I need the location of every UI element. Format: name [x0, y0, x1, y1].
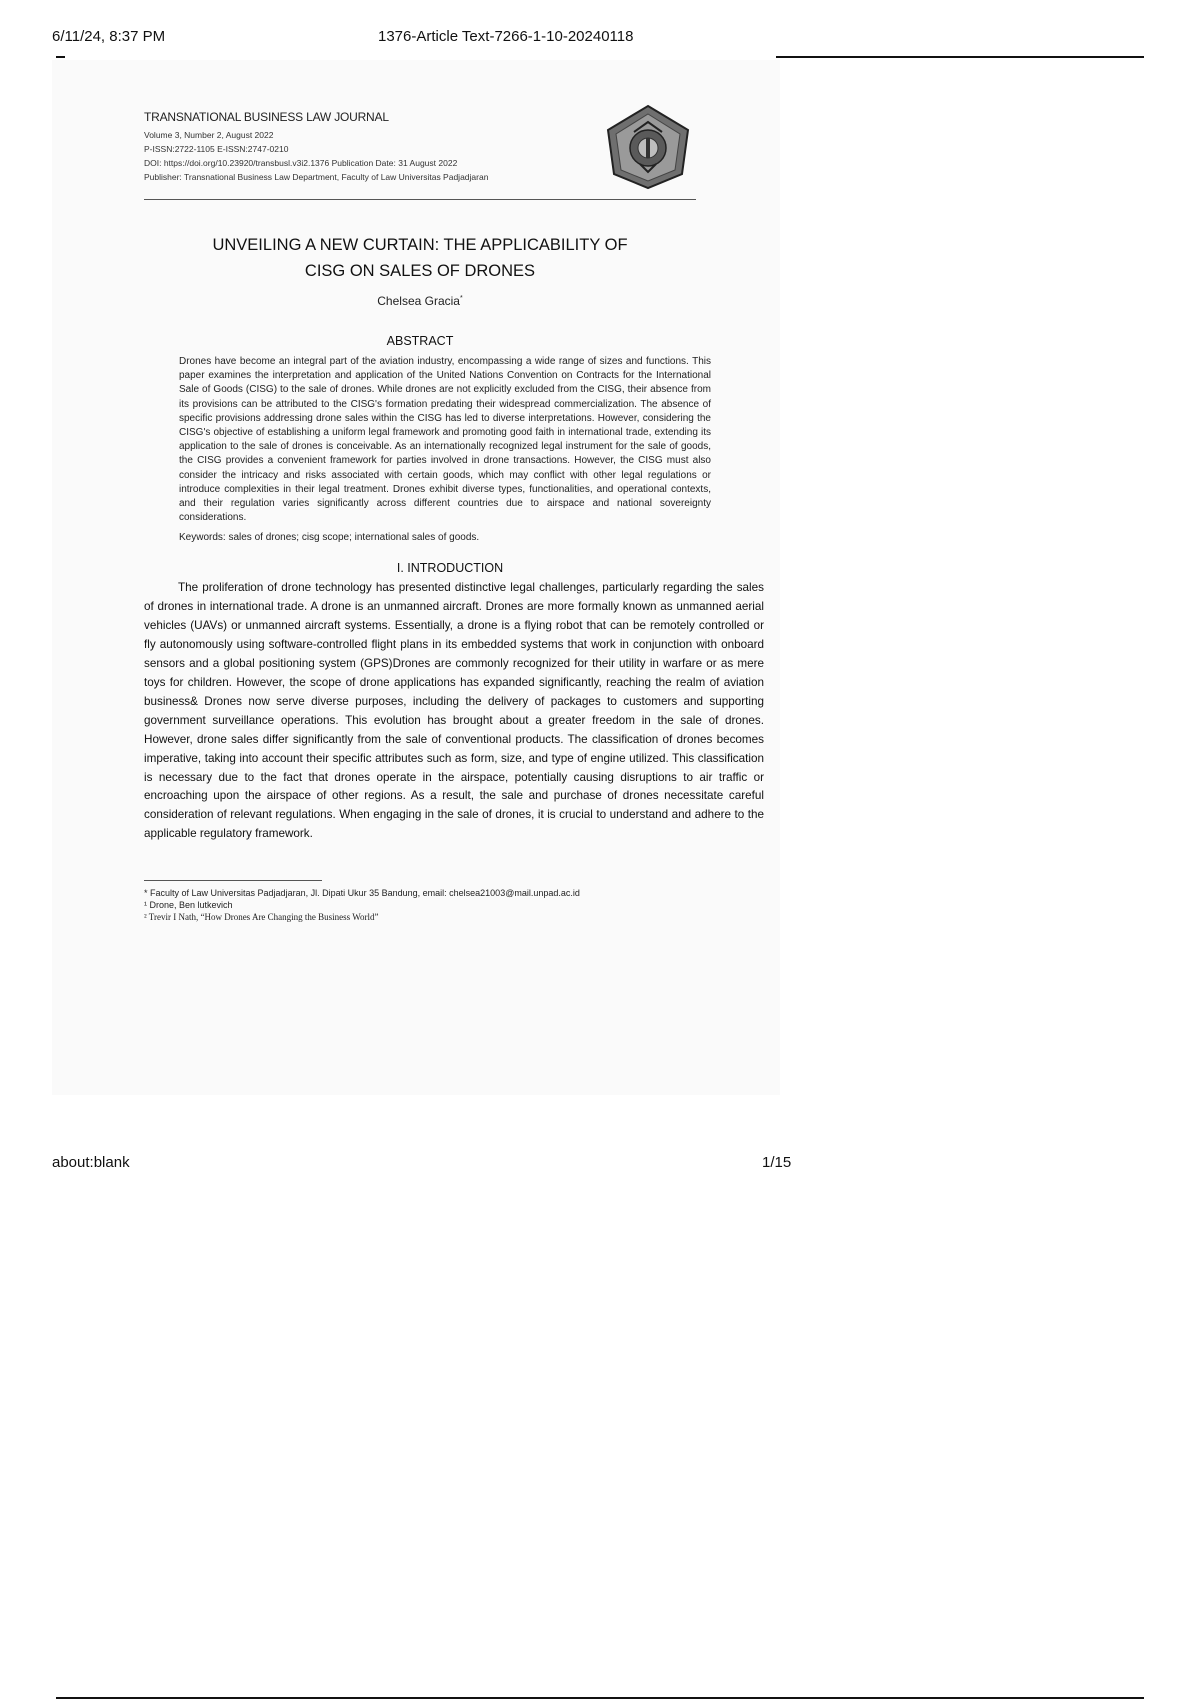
page-corner-mark [56, 56, 65, 58]
journal-header-rule [144, 199, 696, 200]
footnotes [144, 887, 762, 923]
print-document-title: 1376-Article Text-7266-1-10-20240118 [378, 28, 634, 45]
print-footer-url: about:blank [52, 1154, 130, 1171]
header-rule [776, 56, 1144, 58]
journal-doi: DOI: https://doi.org/10.23920/transbusl.v3i2.1376 Publication Date: 31 August 2022 [144, 158, 458, 168]
footnote-1: ¹ Drone, Ben lutkevich [144, 900, 233, 911]
abstract-text: Drones have become an integral part of the aviation industry, encompassing a wide range of sizes and functions. This paper examines the interpretation and application of the United Nations Convention on Contracts for the International Sale of Goods (CISG) to the sale of drones. While drones are not explicitly excluded from the CISG, their absence from its provisions can be attributed to the CISG's formation predating their widespread commercialization. The absence of specific provisions addressing drone sales within the CISG has led to diverse interpretations. However, considering the CISG's objective of establishing a uniform legal framework and promoting good faith in international trade, extending its application to the sale of drones is conceivable. As an internationally recognized legal instrument for the sale of goods, the CISG provides a convenient framework for parties involved in drone transactions. However, the CISG must also consider the intricacy and risks associated with certain goods, which may conflict with other legal regulations or introduce complexities in their legal treatment. Drones exhibit diverse types, functionalities, and operational contexts, and their regulation varies significantly across different countries due to airspace and national sovereignty considerations. [179, 356, 711, 524]
footnote-separator [144, 880, 322, 881]
author-footnote-mark: * [459, 295, 463, 302]
bottom-rule [56, 1697, 1144, 1699]
university-seal-icon [604, 102, 692, 192]
print-datetime: 6/11/24, 8:37 PM [52, 28, 166, 45]
author-name: Chelsea Gracia [377, 294, 460, 308]
footnote-affiliation: * Faculty of Law Universitas Padjadjaran, Jl. Dipati Ukur 35 Bandung, email: chelsea21003@mail.unpad.ac.id [144, 888, 580, 899]
abstract-heading: ABSTRACT [386, 334, 454, 348]
journal-name: TRANSNATIONAL BUSINESS LAW JOURNAL [144, 110, 389, 124]
journal-volume: Volume 3, Number 2, August 2022 [144, 130, 274, 140]
print-page-number: 1/15 [762, 1154, 792, 1171]
document-page [52, 60, 780, 1095]
journal-header [144, 110, 762, 204]
introduction-heading: I. INTRODUCTION [396, 561, 504, 576]
page-content [144, 110, 762, 923]
article-title [144, 232, 696, 284]
journal-issn: P-ISSN:2722-1105 E-ISSN:2747-0210 [144, 144, 289, 154]
introduction-text: The proliferation of drone technology has presented distinctive legal challenges, particularly regarding the sales of drones in international trade. A drone is an unmanned aircraft. Drones are more formally known as unmanned aerial vehicles (UAVs) or unmanned aircraft systems. Essentially, a drone is a flying robot that can be remotely controlled or fly autonomously using software-controlled flight plans in its embedded systems that work in conjunction with onboard sensors and a global positioning system (GPS)Drones are commonly recognized for their utility in warfare or as mere toys for children. However, the scope of drone applications has expanded significantly, reaching the realm of aviation business& Drones now serve diverse purposes, including the delivery of packages to customers and supporting government surveillance operations. This evolution has brought about a greater freedom in the sale of drones. However, drone sales differ significantly from the sale of conventional products. The classification of drones becomes imperative, taking into account their specific attributes such as form, size, and type of engine utilized. This classification is necessary due to the fact that drones operate in the airspace, potentially causing disruptions to air traffic or encroaching upon the airspace of other regions. As a result, the sale and purchase of drones necessitate careful consideration of relevant regulations. When engaging in the sale of drones, it is crucial to understand and adhere to the applicable regulatory framework. [144, 581, 764, 841]
footnote-2: ² Trevir I Nath, “How Drones Are Changing the Business World” [144, 912, 379, 923]
author-line [144, 294, 696, 308]
article-title-line-2: CISG ON SALES OF DRONES [304, 262, 536, 280]
keywords: Keywords: sales of drones; cisg scope; international sales of goods. [179, 532, 480, 544]
article-title-line-1: UNVEILING A NEW CURTAIN: THE APPLICABILITY OF [212, 236, 628, 254]
journal-publisher: Publisher: Transnational Business Law Department, Faculty of Law Universitas Padjadjaran [144, 172, 489, 182]
